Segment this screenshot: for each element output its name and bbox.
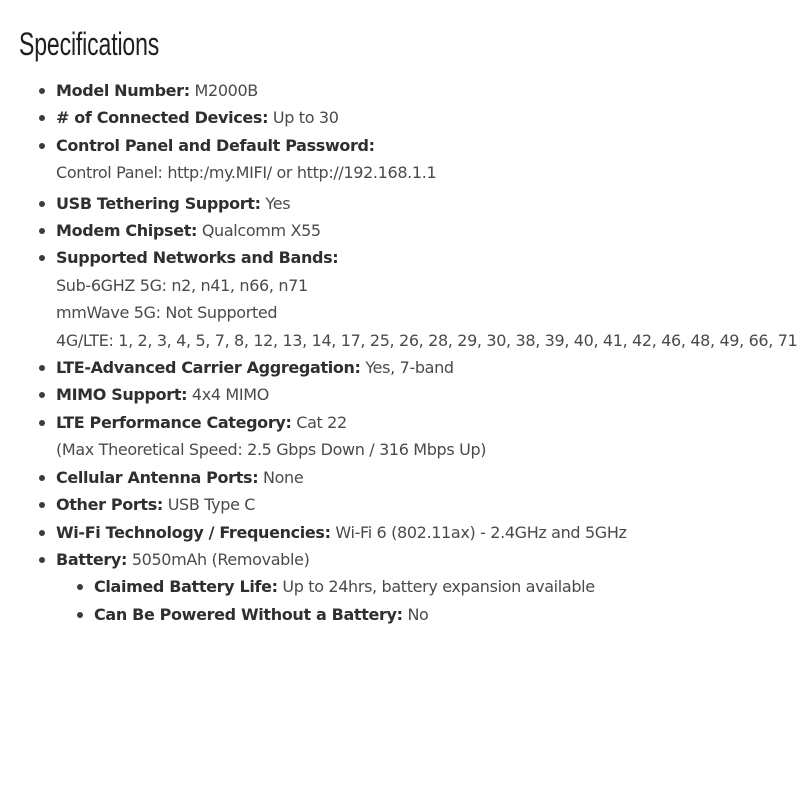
spec-value: Qualcomm X55 bbox=[201, 221, 321, 241]
spec-detail-line: Sub-6GHZ 5G: n2, n41, n66, n71 bbox=[56, 275, 308, 295]
spec-value: 4x4 MIMO bbox=[191, 385, 269, 405]
spec-value: Cat 22 bbox=[296, 412, 347, 432]
spec-detail-line: (Max Theoretical Speed: 2.5 Gbps Down / 316 Mbps Up) bbox=[56, 440, 487, 460]
spec-label: Other Ports: bbox=[56, 495, 163, 515]
spec-label: Model Number: bbox=[56, 81, 190, 100]
spec-value: Yes bbox=[265, 193, 291, 213]
spec-item-powered-without-battery bbox=[94, 601, 797, 628]
spec-detail-line: Control Panel: http:/my.MIFI/ or http://192.168.1.1 bbox=[56, 163, 437, 183]
spec-item-lte-category bbox=[56, 409, 797, 464]
spec-item-battery-life bbox=[94, 573, 797, 600]
spec-label: Control Panel and Default Password: bbox=[56, 135, 375, 155]
spec-label: MIMO Support: bbox=[56, 385, 188, 405]
spec-item-mimo bbox=[56, 381, 797, 408]
spec-item-battery bbox=[56, 546, 797, 628]
spec-label: Cellular Antenna Ports: bbox=[56, 467, 259, 487]
spec-label: Supported Networks and Bands: bbox=[56, 248, 339, 268]
spec-label: Wi-Fi Technology / Frequencies: bbox=[56, 522, 331, 542]
page-title: Specifications bbox=[19, 26, 160, 62]
spec-label: # of Connected Devices: bbox=[56, 108, 269, 128]
spec-detail-line: 4G/LTE: 1, 2, 3, 4, 5, 7, 8, 12, 13, 14, 17, 25, 26, 28, 29, 30, 38, 39, 40, 41, 42, 46, 48, 49, 66, 71 bbox=[56, 330, 798, 350]
spec-label: Battery: bbox=[56, 549, 128, 569]
spec-label: Can Be Powered Without a Battery: bbox=[94, 604, 403, 624]
spec-item-connected-devices bbox=[56, 104, 797, 131]
spec-item-other-ports bbox=[56, 491, 797, 518]
spec-item-carrier-aggregation bbox=[56, 354, 797, 381]
spec-item-control-panel bbox=[56, 132, 797, 187]
spec-value: No bbox=[407, 604, 429, 624]
spec-item-wifi bbox=[56, 519, 797, 546]
spec-label: USB Tethering Support: bbox=[56, 193, 261, 213]
spec-value: Wi-Fi 6 (802.11ax) - 2.4GHz and 5GHz bbox=[335, 522, 627, 542]
spec-label: LTE-Advanced Carrier Aggregation: bbox=[56, 358, 361, 378]
spec-label: Claimed Battery Life: bbox=[94, 577, 278, 597]
spec-label: LTE Performance Category: bbox=[56, 412, 292, 432]
spec-item-networks-bands bbox=[56, 244, 797, 354]
battery-sub-list bbox=[56, 573, 797, 628]
spec-value: Up to 24hrs, battery expansion available bbox=[282, 577, 595, 597]
spec-list bbox=[56, 77, 797, 628]
spec-value: None bbox=[263, 467, 304, 487]
spec-item-model bbox=[56, 77, 797, 104]
spec-label: Modem Chipset: bbox=[56, 221, 198, 241]
spec-detail-line: mmWave 5G: Not Supported bbox=[56, 303, 278, 323]
spec-value: Up to 30 bbox=[272, 108, 339, 128]
spec-value: 5050mAh (Removable) bbox=[131, 549, 310, 569]
spec-value: Yes, 7-band bbox=[365, 358, 454, 378]
spec-item-usb-tethering bbox=[56, 190, 797, 217]
spec-value: M2000B bbox=[194, 81, 258, 100]
spec-item-modem-chipset bbox=[56, 217, 797, 244]
spec-item-antenna-ports bbox=[56, 464, 797, 491]
spec-value: USB Type C bbox=[167, 495, 256, 515]
